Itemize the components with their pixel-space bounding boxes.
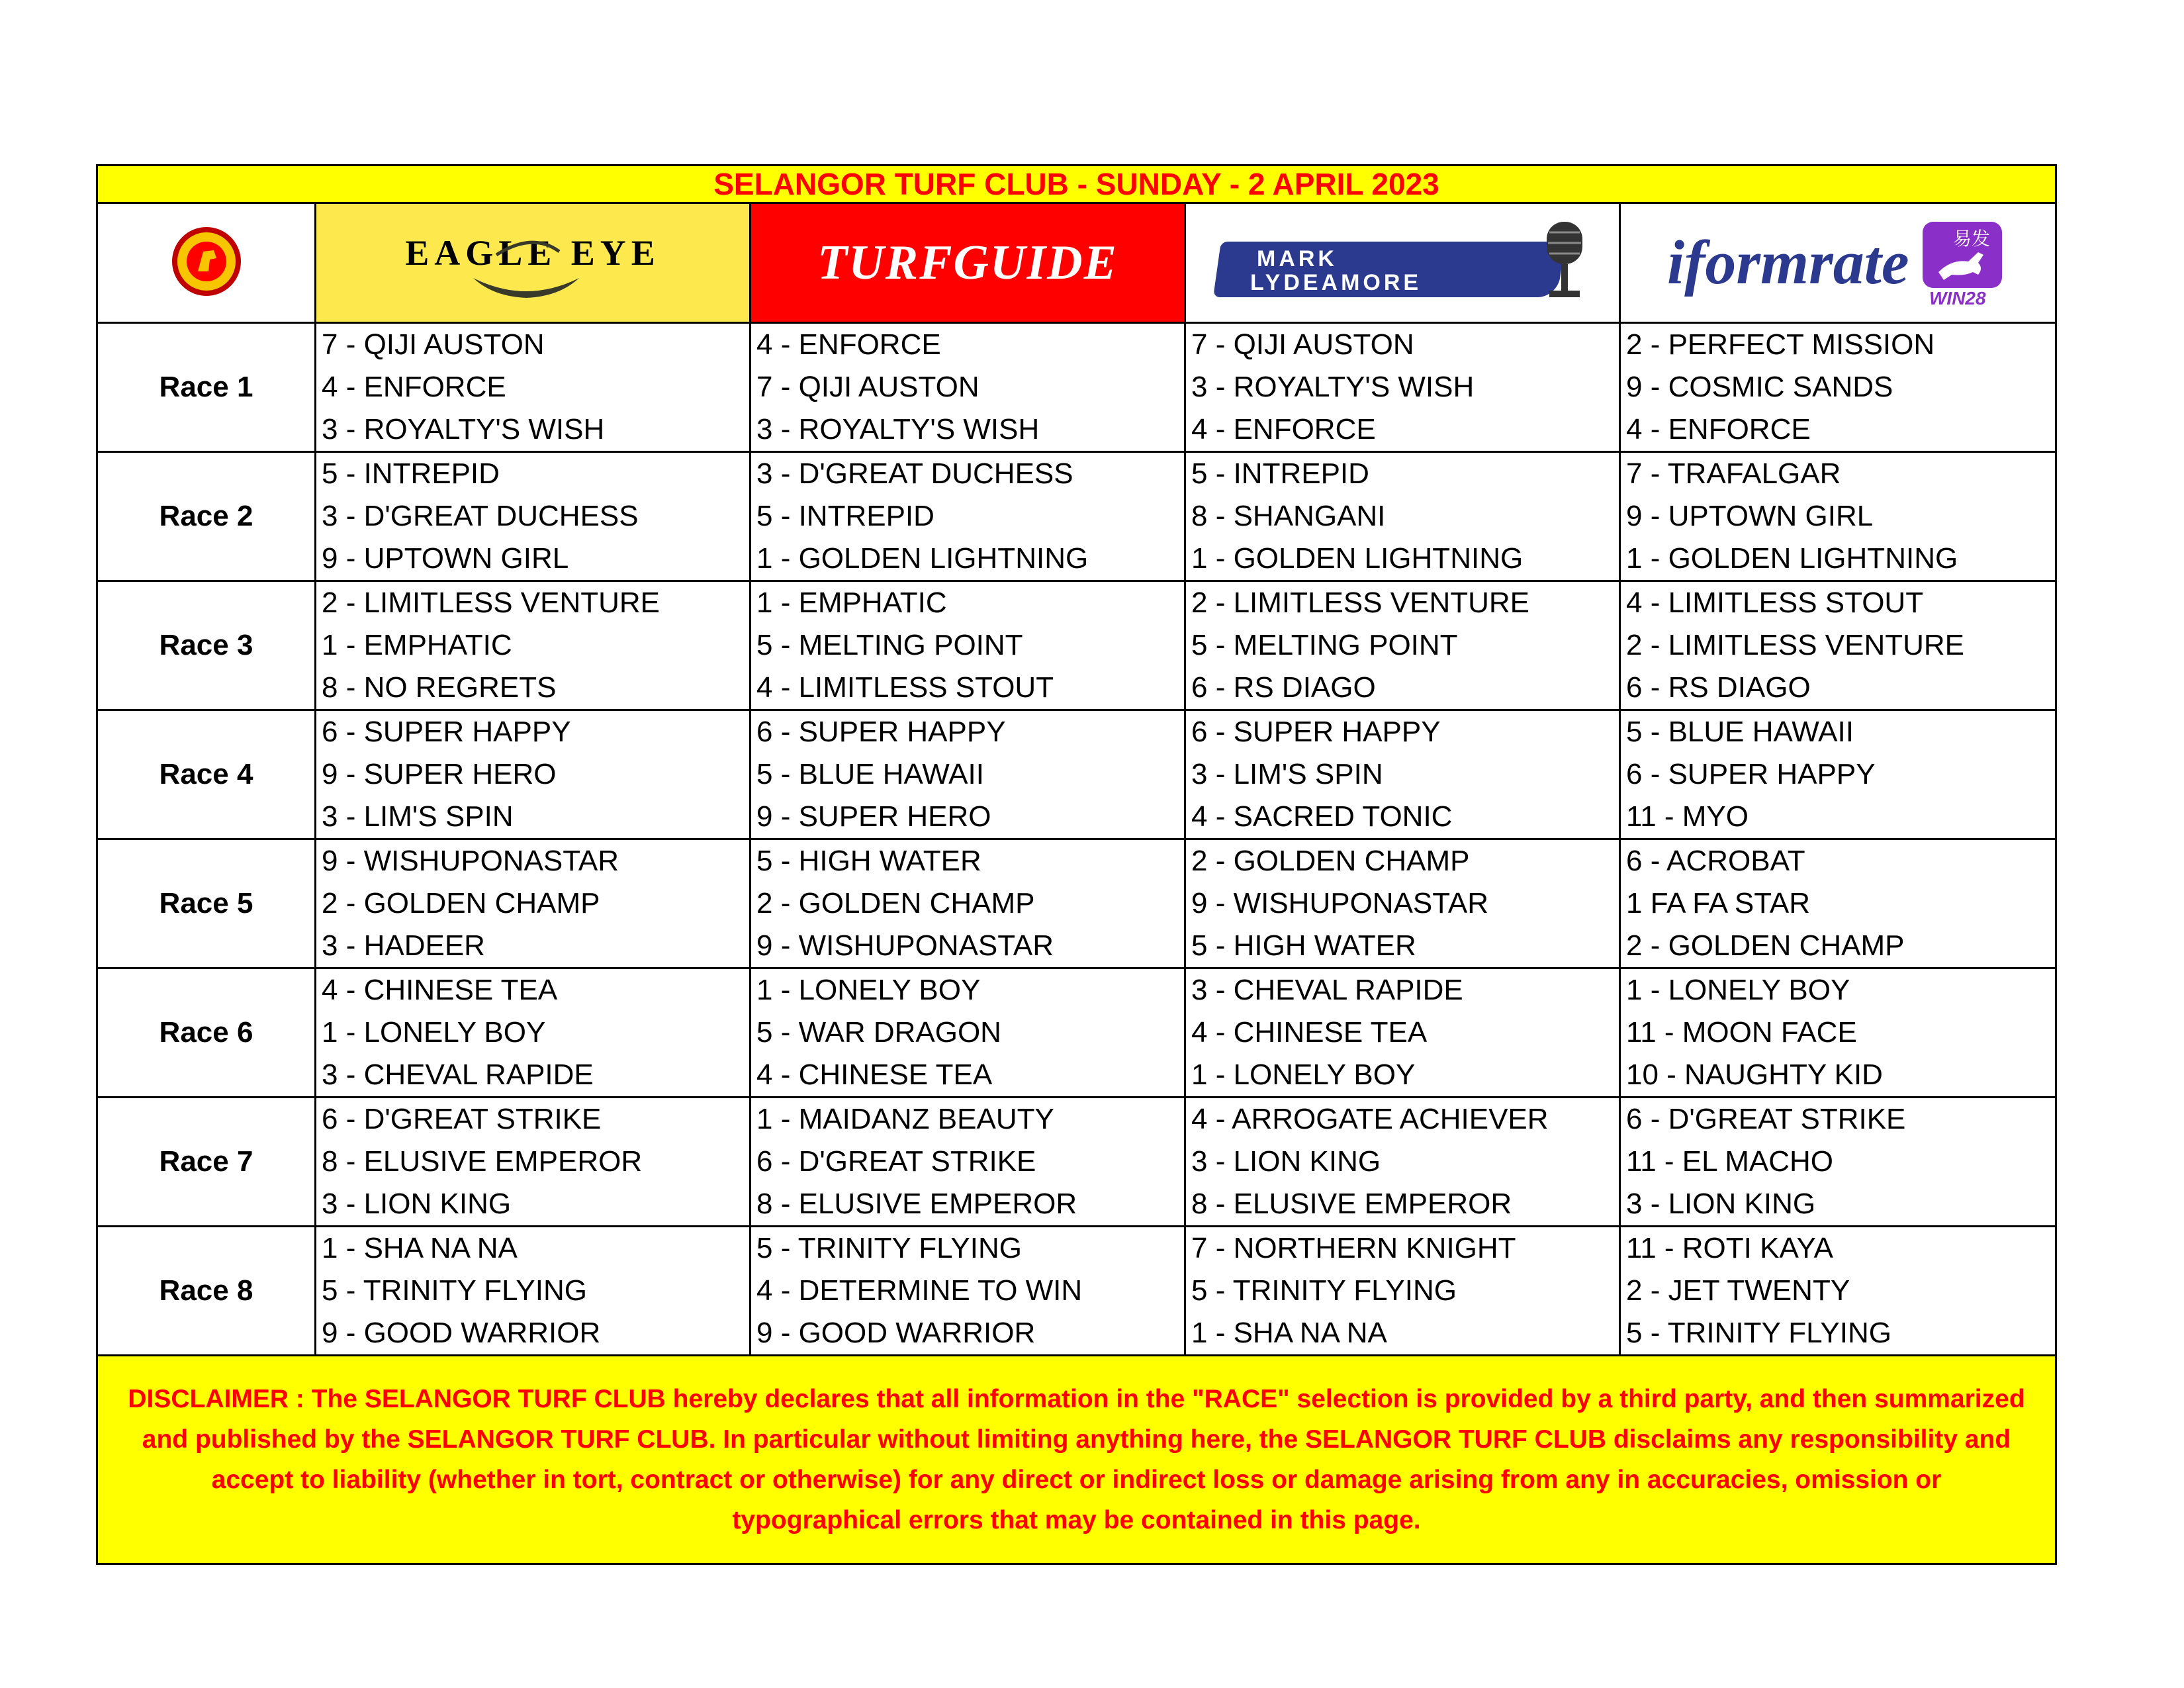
pick-item: 4 - ARROGATE ACHIEVER [1191,1103,1549,1135]
pick-item: 9 - UPTOWN GIRL [1626,500,1874,532]
tipster-picks-cell [751,452,1185,581]
pick-item: 7 - NORTHERN KNIGHT [1191,1232,1516,1264]
pick-item: 9 - SUPER HERO [756,800,991,833]
race-label: Race 6 [97,968,316,1098]
pick-item: 2 - GOLDEN CHAMP [756,887,1035,919]
pick-item: 4 - SACRED TONIC [1191,800,1453,833]
pick-item: 3 - CHEVAL RAPIDE [1191,974,1463,1006]
pick-item: 5 - TRINITY FLYING [1191,1274,1457,1307]
pick-item: 4 - ENFORCE [1626,413,1811,445]
pick-item: 2 - PERFECT MISSION [1626,328,1935,361]
pick-item: 5 - INTREPID [322,457,500,490]
race-label: Race 3 [97,581,316,710]
pick-item: 5 - INTREPID [1191,457,1369,490]
pick-item: 2 - GOLDEN CHAMP [1626,929,1905,962]
pick-item: 3 - LIM'S SPIN [322,800,514,833]
pick-item: 6 - SUPER HAPPY [1191,716,1441,748]
pick-item: 6 - D'GREAT STRIKE [756,1145,1036,1178]
pick-item: 6 - ACROBAT [1626,845,1805,877]
iformrate-logo: iformrate [1667,228,1909,297]
pick-item: 3 - ROYALTY'S WISH [756,413,1040,445]
pick-item: 2 - JET TWENTY [1626,1274,1850,1307]
pick-item: 1 - LONELY BOY [322,1016,546,1049]
pick-item: 5 - TRINITY FLYING [322,1274,587,1307]
iformrate-logo-cell [1620,203,2056,323]
tipster-picks-cell [316,839,751,968]
race-row [97,968,2056,1098]
pick-item: 1 - LONELY BOY [1626,974,1850,1006]
tipster-picks-cell [1185,710,1620,839]
pick-item: 6 - RS DIAGO [1191,671,1376,704]
tipster-picks-cell [1185,839,1620,968]
pick-item: 9 - UPTOWN GIRL [322,542,569,575]
race-label: Race 4 [97,710,316,839]
club-logo [170,225,243,298]
tipster-picks-cell [1620,452,2056,581]
tipster-picks-cell [1620,1098,2056,1227]
pick-item: 4 - ENFORCE [322,371,506,403]
tipster-picks-cell [316,1098,751,1227]
tipster-picks-cell [751,710,1185,839]
pick-item: 1 - GOLDEN LIGHTNING [1626,542,1958,575]
race-row [97,839,2056,968]
pick-item: 2 - LIMITLESS VENTURE [322,586,660,619]
title-row [97,165,2056,203]
tipster-picks-cell [316,1227,751,1356]
tipster-picks-cell [751,968,1185,1098]
pick-item: 11 - EL MACHO [1626,1145,1833,1178]
tipster-picks-cell [1620,968,2056,1098]
mark-line1: MARK [1257,246,1338,271]
pick-item: 8 - ELUSIVE EMPEROR [322,1145,643,1178]
page-title: SELANGOR TURF CLUB - SUNDAY - 2 APRIL 2023 [97,165,2056,203]
pick-item: 4 - ENFORCE [756,328,941,361]
pick-item: 8 - ELUSIVE EMPEROR [1191,1188,1512,1220]
pick-item: 10 - NAUGHTY KID [1626,1058,1883,1091]
turfguide-logo: TURFGUIDE [817,235,1118,290]
tipster-picks-cell [1620,323,2056,452]
pick-item: 9 - WISHUPONASTAR [756,929,1054,962]
tips-sheet [96,164,2055,1565]
pick-item: 5 - WAR DRAGON [756,1016,1001,1049]
race-row [97,323,2056,452]
pick-item: 6 - D'GREAT STRIKE [1626,1103,1906,1135]
win28-label: WIN28 [1929,288,1986,308]
pick-item: 1 - GOLDEN LIGHTNING [756,542,1089,575]
pick-item: 5 - BLUE HAWAII [1626,716,1854,748]
tipster-picks-cell [316,968,751,1098]
pick-item: 5 - MELTING POINT [1191,629,1458,661]
pick-item: 9 - SUPER HERO [322,758,557,790]
pick-item: 3 - ROYALTY'S WISH [322,413,605,445]
tipster-picks-cell [1620,710,2056,839]
pick-item: 5 - BLUE HAWAII [756,758,984,790]
pick-item: 3 - LION KING [322,1188,512,1220]
pick-item: 6 - SUPER HAPPY [756,716,1006,748]
pick-item: 5 - HIGH WATER [1191,929,1416,962]
race-label: Race 8 [97,1227,316,1356]
horse-icon [1932,246,1995,283]
win28-badge [1916,216,2009,309]
pick-item: 3 - HADEER [322,929,485,962]
pick-item: 2 - GOLDEN CHAMP [1191,845,1470,877]
pick-item: 2 - LIMITLESS VENTURE [1191,586,1530,619]
pick-item: 1 - EMPHATIC [322,629,512,661]
microphone-icon [1535,219,1594,305]
pick-item: 8 - SHANGANI [1191,500,1386,532]
pick-item: 9 - GOOD WARRIOR [322,1317,601,1349]
pick-item: 4 - ENFORCE [1191,413,1376,445]
pick-item: 9 - WISHUPONASTAR [1191,887,1489,919]
eagle-eye-text: EAGLE EYE [405,232,660,273]
tipster-picks-cell [751,581,1185,710]
logo-row [97,203,2056,323]
race-row [97,452,2056,581]
race-label: Race 7 [97,1098,316,1227]
pick-item: 8 - NO REGRETS [322,671,557,704]
pick-item: 4 - DETERMINE TO WIN [756,1274,1083,1307]
pick-item: 1 - SHA NA NA [1191,1317,1387,1349]
tipster-picks-cell [751,1227,1185,1356]
mark-lydeamore-logo [1204,215,1601,308]
pick-item: 1 - MAIDANZ BEAUTY [756,1103,1054,1135]
tipster-picks-cell [1620,839,2056,968]
pick-item: 6 - D'GREAT STRIKE [322,1103,602,1135]
pick-item: 1 - LONELY BOY [756,974,981,1006]
pick-item: 11 - MYO [1626,800,1749,833]
pick-item: 6 - RS DIAGO [1626,671,1811,704]
pick-item: 4 - LIMITLESS STOUT [1626,586,1924,619]
pick-item: 9 - GOOD WARRIOR [756,1317,1036,1349]
race-body [97,323,2056,1356]
pick-item: 2 - LIMITLESS VENTURE [1626,629,1965,661]
tipster-picks-cell [1185,581,1620,710]
pick-item: 5 - INTREPID [756,500,934,532]
tipster-picks-cell [751,323,1185,452]
race-row [97,710,2056,839]
race-label: Race 1 [97,323,316,452]
mark-lydeamore-logo-cell [1185,203,1620,323]
pick-item: 7 - QIJI AUSTON [322,328,545,361]
pick-item: 7 - QIJI AUSTON [1191,328,1414,361]
pick-item: 5 - TRINITY FLYING [756,1232,1022,1264]
pick-item: 3 - D'GREAT DUCHESS [756,457,1073,490]
pick-item: 6 - SUPER HAPPY [322,716,571,748]
pick-item: 1 - LONELY BOY [1191,1058,1416,1091]
pick-item: 7 - TRAFALGAR [1626,457,1841,490]
tips-table [96,164,2057,1565]
tipster-picks-cell [316,581,751,710]
tipster-picks-cell [1620,1227,2056,1356]
tipster-picks-cell [1185,323,1620,452]
mark-line2: LYDEAMORE [1250,269,1422,295]
win28-chinese-text: 易发 [1953,228,1991,250]
pick-item: 4 - CHINESE TEA [322,974,558,1006]
tipster-picks-cell [1620,581,2056,710]
disclaimer-row [97,1356,2056,1564]
pick-item: 1 - EMPHATIC [756,586,947,619]
tipster-picks-cell [751,1098,1185,1227]
pick-item: 3 - D'GREAT DUCHESS [322,500,639,532]
pick-item: 1 - GOLDEN LIGHTNING [1191,542,1524,575]
club-logo-cell [97,203,316,323]
pick-item: 7 - QIJI AUSTON [756,371,979,403]
tipster-picks-cell [1185,452,1620,581]
eagle-eye-logo [361,218,705,305]
pick-item: 3 - LION KING [1191,1145,1381,1178]
race-row [97,581,2056,710]
race-row [97,1098,2056,1227]
pick-item: 2 - GOLDEN CHAMP [322,887,600,919]
pick-item: 9 - WISHUPONASTAR [322,845,619,877]
turfguide-logo-cell [751,203,1185,323]
eagle-eye-logo-cell [316,203,751,323]
pick-item: 1 FA FA STAR [1626,887,1810,919]
pick-item: 4 - CHINESE TEA [1191,1016,1428,1049]
pick-item: 6 - SUPER HAPPY [1626,758,1876,790]
race-label: Race 2 [97,452,316,581]
tipster-picks-cell [316,323,751,452]
tipster-picks-cell [1185,1098,1620,1227]
pick-item: 9 - COSMIC SANDS [1626,371,1893,403]
race-row [97,1227,2056,1356]
disclaimer: DISCLAIMER : The SELANGOR TURF CLUB hereby declares that all information in the "RACE" selection is provided by a third party, and then summarized and published by the SELANGOR TURF CLUB. In particular without limiting anything here, the SELANGOR TURF CLUB disclaims any responsibility and accept to liability (whether in tort, contract or otherwise) for any direct or indirect loss or damage arising from any in accuracies, omission or typographical errors that may be contained in this page. [97,1356,2056,1564]
pick-item: 3 - ROYALTY'S WISH [1191,371,1475,403]
tipster-picks-cell [316,452,751,581]
pick-item: 5 - TRINITY FLYING [1626,1317,1891,1349]
pick-item: 4 - CHINESE TEA [756,1058,993,1091]
pick-item: 3 - LIM'S SPIN [1191,758,1383,790]
tipster-picks-cell [1185,968,1620,1098]
pick-item: 11 - ROTI KAYA [1626,1232,1833,1264]
pick-item: 5 - HIGH WATER [756,845,981,877]
tipster-picks-cell [316,710,751,839]
pick-item: 8 - ELUSIVE EMPEROR [756,1188,1077,1220]
tipster-picks-cell [751,839,1185,968]
pick-item: 5 - MELTING POINT [756,629,1023,661]
pick-item: 4 - LIMITLESS STOUT [756,671,1054,704]
pick-item: 1 - SHA NA NA [322,1232,518,1264]
race-label: Race 5 [97,839,316,968]
tipster-picks-cell [1185,1227,1620,1356]
pick-item: 3 - LION KING [1626,1188,1816,1220]
pick-item: 3 - CHEVAL RAPIDE [322,1058,594,1091]
pick-item: 11 - MOON FACE [1626,1016,1857,1049]
